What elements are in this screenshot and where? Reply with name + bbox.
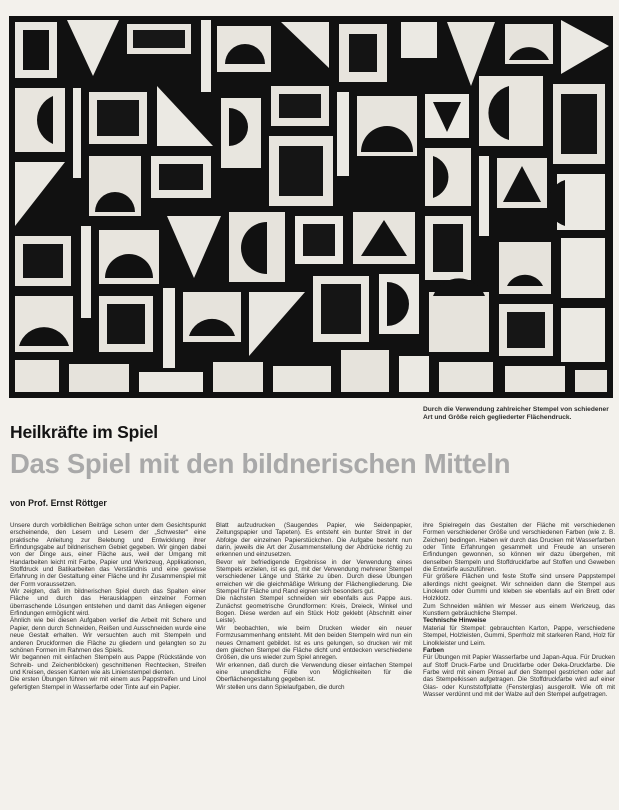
article-paragraph: Unsere durch vorbildlichen Beiträge schon unter dem Gesichtspunkt erscheinende, den Lesern und Lesern der „Schwester“ eine praktische Anleitung zur Belebung und Entwicklung ihrer Erfindungsgabe auf bildnerischem Gebiet gegeben. Wir gingen dabei von der Dinge aus, einer Fläche aus, weil der Umgang mit Handarbeiten leicht mit Farbe, Papier und Werkzeug, Applikationen, Stoffdruck und Batikarbeiten das Verständnis und eine gewisse Erfahrung in der Gestaltung einer Fläche und ihr Zusammenspiel mit der Form voraussetzen. xyxy=(10,522,206,588)
article-subheading: Farben xyxy=(423,646,444,654)
article-paragraph: Die nächsten Stempel schneiden wir ebenfalls aus Pappe aus. Zunächst geometrische Grundformen: Kreis, Dreieck, Winkel und Bogen. Diese werden auf ein Stück Holz geklebt (Abschnitt einer Leiste). xyxy=(216,595,412,625)
article-paragraph: Wir stellen uns dann Spielaufgaben, die durch xyxy=(216,683,345,691)
article-column-3 xyxy=(423,522,615,802)
article-paragraph: Für größere Flächen und feste Stoffe sind unsere Pappstempel allerdings nicht geeignet. Wir schneiden dann die Stempel aus Linoleum oder Gummi und kleben sie ebenfalls auf ein Brett oder Holzklotz. xyxy=(423,573,615,603)
article-kicker: Heilkräfte im Spiel xyxy=(10,422,158,442)
stamp-print-image xyxy=(9,16,613,398)
figure-caption: Durch die Verwendung zahlreicher Stempel von schiedener Art und Größe reich gegliederter Flächendruck. xyxy=(423,406,609,422)
article-subheading: Technische Hinweise xyxy=(423,617,487,625)
article-paragraph: Ähnlich wie bei diesen Aufgaben verlief die Arbeit mit Schere und Papier, denn durch Schneiden, Reißen und Ausschneiden wurde eine neue Gestalt erhalten. Wir versuchten auch mit Stempeln und anderen Druckformen die Fläche zu gliedern und gelangten so zu schönen Formen im Rahmen des Spiels. xyxy=(10,617,206,654)
article-column-1 xyxy=(10,522,206,802)
article-paragraph: Wir beobachten, wie beim Drucken wieder ein neuer Formzusammenhang entsteht. Mit den beiden Stempeln wird nun ein neues Ornament gebildet. Ist es uns gelungen, so drucken wir mit dem gleichen Stempel die Fläche dicht und entdecken verschiedene Größen, die uns wieder zum Spiel anregen. xyxy=(216,624,412,662)
article-paragraph: Wir erkennen, daß durch die Verwendung dieser einfachen Stempel eine unendliche Fülle von Möglichkeiten für die Oberflächengestaltung gegeben ist. xyxy=(216,661,412,684)
article-byline: von Prof. Ernst Röttger xyxy=(10,498,107,508)
article-paragraph: ihre Spielregeln das Gestalten der Fläche mit verschiedenen Formen verschiedener Größe und verschiedenen Farben (wie z. B. Zeichen) bedingen. Haben wir durch das Drucken mit Wasserfarben oder Tinte Erfahrungen gesammelt und Freude an unseren Erfindungen gewonnen, so können wir dazu übergehen, mit denselben Stempeln und Stoffdruckfarbe auf Stoffen und Geweben die Entwürfe auszuführen. xyxy=(423,522,615,574)
article-paragraph: Zum Schneiden wählen wir Messer aus einem Werkzeug, das Kunstlern gebräuchliche Stempel. xyxy=(423,602,615,618)
article-paragraph: Material für Stempel: gebrauchten Karton, Pappe, verschiedene Stempel, Holzleisten, Gummi, Sperrholz mit starkeren Rand, Holz für Linolkleister und Leim. xyxy=(423,624,615,647)
article-paragraph: Bevor wir befriedigende Ergebnisse in der Verwendung eines Stempels erzielen, ist es gut, mit der Verwendung mehrerer Stempel verschiedener Länge und Stärke zu üben. Durch diese Übungen erreichen wir die gleichmäßige Wirkung der Flächengliederung. Die Stempel für Fläche und Rand eignen sich besonders gut. xyxy=(216,558,412,596)
article-paragraph: Wir zeigten, daß im bildnerischen Spiel durch das Spalten einer Fläche und durch das Herausklappen einzelner Formen überraschende Lösungen entstehen und damit das Anliegen eigener Erfindungen ermöglicht wird. xyxy=(10,588,206,618)
article-headline: Das Spiel mit den bildnerischen Mitteln xyxy=(10,448,511,479)
article-paragraph: Für Übungen mit Papier Wasserfarbe und Japan-Aqua. Für Drucken auf Stoff Druck-Farbe und Druckfarbe oder Deka-Druckfarbe. Die Farbe wird mit einem Pinsel auf den Stempel gestrichen oder auf das Stempelkissen aufgetragen. Die Stoffdruckfarbe wird auf einer Glas- oder Kunststoffplatte (Fensterglas) ausgerollt. Wie oft mit Wasser verdünnt und mit der Walze auf den Stempel aufgetragen. xyxy=(423,654,615,698)
article-column-2 xyxy=(216,522,412,802)
stamp-print-artwork xyxy=(9,16,613,398)
article-paragraph: Die ersten Übungen führen wir mit einem aus Pappstreifen und Linol gefertigten Stempel in Wasserfarbe oder Tinte auf ein Papier. xyxy=(10,676,206,691)
article-paragraph: Blatt aufzudrucken (Saugendes Papier, wie Seidenpapier, Zeitungspapier und Tapeten). Es entsteht ein bunter Streit in der Abfolge der einzelnen Papierstückchen. Die Aufgabe besteht nun darin, jeweils die Art der Zusammenstellung der Abdrücke richtig zu erkennen und einzusetzen. xyxy=(216,522,412,559)
article-paragraph: Wir begannen mit einfachen Stempeln aus Pappe (Rückstände von Schreib- und Zeichenblöcken) geschnittenen Rechtecken, Streifen und Kreisen, dessen Kanten wie als Linienstempel dienten. xyxy=(10,654,206,676)
